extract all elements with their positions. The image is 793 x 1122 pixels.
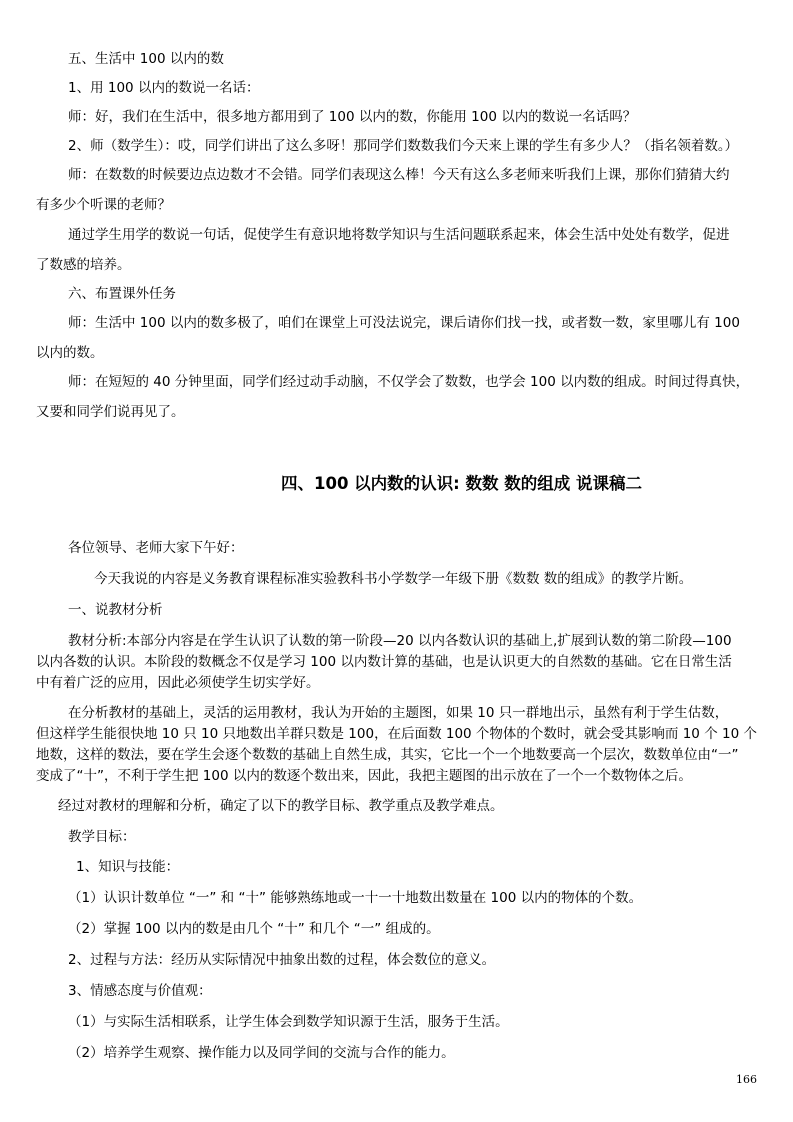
paragraph: 经过对教材的理解和分析，确定了以下的教学目标、教学重点及教学难点。 — [58, 798, 504, 814]
section-heading: 教学目标： — [68, 829, 136, 845]
list-item: （2）培养学生观察、操作能力以及同学间的交流与合作的能力。 — [68, 1045, 455, 1061]
paragraph: 又要和同学们说再见了。 — [36, 404, 185, 420]
paragraph: 中有着广泛的应用，因此必须使学生切实学好。 — [36, 675, 320, 691]
list-item: （1）与实际生活相联系，让学生体会到数学知识源于生活，服务于生活。 — [68, 1014, 509, 1030]
section-heading: 一、说教材分析 — [68, 602, 163, 618]
list-item: 3、情感态度与价值观： — [68, 983, 212, 999]
paragraph: 通过学生用学的数说一句话，促使学生有意识地将数学知识与生活问题联系起来，体会生活中处处有数学，促进 — [68, 227, 730, 243]
paragraph: 有多少个听课的老师？ — [36, 197, 171, 213]
greeting: 各位领导、老师大家下午好： — [68, 540, 244, 556]
page-title: 四、100 以内数的认识: 数数 数的组成 说课稿二 — [281, 474, 643, 493]
list-item: 1、知识与技能： — [76, 859, 180, 875]
paragraph: 在分析教材的基础上，灵活的运用教材，我认为开始的主题图，如果 10 只一群地出示，虽然有利于学生估数， — [68, 705, 729, 721]
paragraph: 师：在数数的时候要边点边数才不会错。同学们表现这么棒！今天有这么多老师来听我们上课，那你们猜猜大约 — [68, 167, 730, 183]
paragraph: 变成了“十”，不利于学生把 100 以内的数逐个数出来，因此，我把主题图的出示放在了一个一个数物体之后。 — [36, 768, 692, 784]
list-item: 2、过程与方法：经历从实际情况中抽象出数的过程，体会数位的意义。 — [68, 952, 496, 968]
list-item: （2）掌握 100 以内的数是由几个 “十” 和几个 “一” 组成的。 — [68, 921, 440, 937]
paragraph: 但这样学生能很快地 10 只 10 只地数出羊群只数是 100，在后面数 100 个物体的个数时，就会受其影响而 10 个 10 个 — [36, 726, 757, 742]
paragraph: 以内各数的认识。本阶段的数概念不仅是学习 100 以内数计算的基础，也是认识更大的自然数的基础。它在日常生活 — [36, 654, 732, 670]
paragraph: 以内的数。 — [36, 345, 104, 361]
paragraph: 师：好，我们在生活中，很多地方都用到了 100 以内的数，你能用 100 以内的数说一名话吗？ — [68, 109, 637, 125]
paragraph: 了数感的培养。 — [36, 257, 131, 273]
paragraph: 今天我说的内容是义务教育课程标准实验教科书小学数学一年级下册《数数 数的组成》的教学片断。 — [94, 571, 693, 587]
section-heading-5: 五、生活中 100 以内的数 — [68, 51, 224, 67]
paragraph: 2、师（数学生）：哎，同学们讲出了这么多呀！那同学们数数我们今天来上课的学生有多少人？（指名领着数。） — [68, 138, 739, 154]
list-item: （1）认识计数单位 “一” 和 “十” 能够熟练地或一十一十地数出数量在 100 以内的物体的个数。 — [68, 890, 643, 906]
paragraph: 1、用 100 以内的数说一名话： — [68, 80, 260, 96]
paragraph: 师：生活中 100 以内的数多极了，咱们在课堂上可没法说完，课后请你们找一找，或者数一数，家里哪儿有 100 — [68, 315, 740, 331]
paragraph: 师：在短短的 40 分钟里面，同学们经过动手动脑，不仅学会了数数，也学会 100 以内数的组成。时间过得真快， — [68, 374, 750, 390]
paragraph: 教材分析:本部分内容是在学生认识了认数的第一阶段—20 以内各数认识的基础上,扩展到认数的第二阶段—100 — [68, 633, 732, 649]
paragraph: 地数，这样的数法，要在学生会逐个数数的基础上自然生成，其实，它比一个一个地数要高一个层次，数数单位由“一” — [36, 747, 739, 763]
page-number: 166 — [736, 1073, 757, 1086]
section-heading-6: 六、布置课外任务 — [68, 286, 176, 302]
